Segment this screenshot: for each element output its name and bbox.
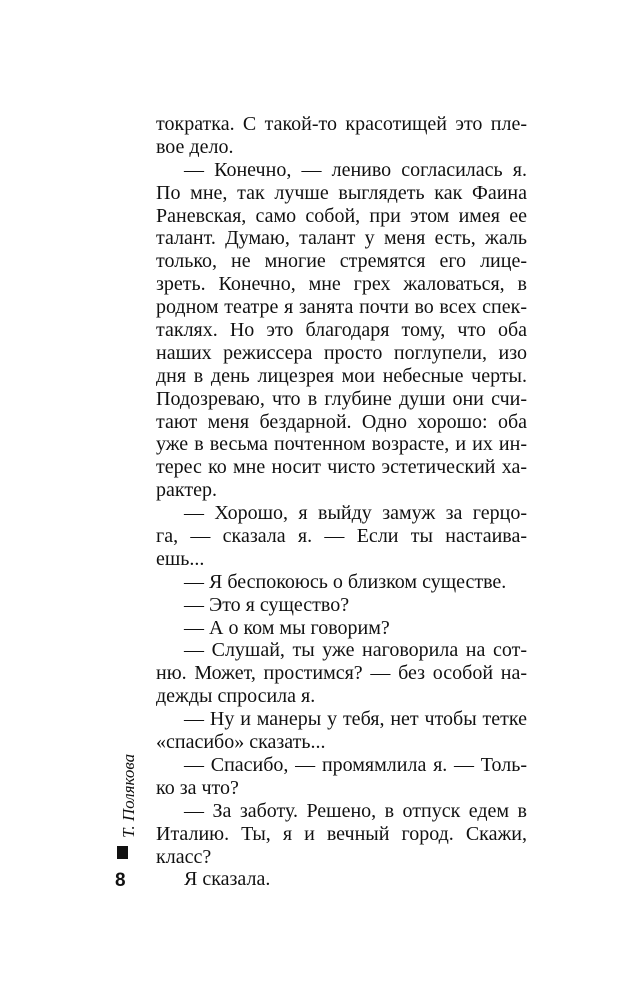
text-line: — Слушай, ты уже наговорила на сот- (184, 639, 527, 662)
text-line: класс? (156, 845, 212, 868)
text-line: «спасибо» сказать... (156, 731, 326, 754)
text-line: — Спасибо, — промямлила я. — Толь- (184, 753, 527, 776)
text-line: таклях. Но это благодаря тому, что оба (156, 319, 527, 342)
text-line: только, не многие стремятся его лице- (156, 250, 527, 273)
text-line: рактер. (156, 479, 217, 502)
text-line: талант. Думаю, талант у меня есть, жаль (156, 227, 527, 250)
text-line: — За заботу. Решено, в отпуск едем в (184, 799, 527, 822)
text-line: наших режиссера просто поглупели, изо (156, 341, 527, 364)
text-line: родном театре я занята почти во всех спек- (156, 296, 527, 319)
text-line: Раневская, само собой, при этом имея ее (156, 204, 527, 227)
text-line: — Я беспокоюсь о близком существе. (184, 570, 507, 593)
text-line: Италию. Ты, я и вечный город. Скажи, (156, 822, 527, 845)
text-line: Я сказала. (184, 868, 271, 891)
text-line: терес ко мне носит чисто эстетический ха- (156, 456, 527, 479)
text-line: дежды спросила я. (156, 685, 316, 708)
page-number: 8 (115, 870, 126, 891)
text-line: — А о ком мы говорим? (184, 616, 390, 639)
text-line: тократка. С такой-то красотищей это пле- (156, 113, 527, 135)
text-line: — Ну и манеры у тебя, нет чтобы тетке (184, 708, 527, 731)
text-line: Подозреваю, что в глубине души они счи- (156, 387, 527, 410)
page-marker-square (117, 846, 128, 859)
body-text (156, 113, 527, 891)
text-line: — Это я существо? (184, 593, 350, 616)
text-line: га, — сказала я. — Если ты настаива- (156, 525, 527, 548)
text-line: вое дело. (156, 135, 234, 158)
running-head-author: Т. Полякова (119, 753, 138, 838)
text-line: дня в день лицезрея мои небесные черты. (156, 364, 527, 387)
text-line: По мне, так лучше выглядеть как Фаина (156, 181, 527, 204)
text-line: — Конечно, — лениво согласилась я. (184, 158, 527, 181)
text-line: ко за что? (156, 776, 239, 799)
text-line: — Хорошо, я выйду замуж за герцо- (184, 502, 527, 525)
text-line: уже в весьма почтенном возрасте, и их ин- (156, 433, 527, 456)
text-line: ешь... (156, 547, 205, 570)
text-line: ню. Может, простимся? — без особой на- (156, 662, 527, 685)
text-line: тают меня бездарной. Одно хорошо: оба (156, 410, 527, 433)
text-line: зреть. Конечно, мне грех жаловаться, в (156, 273, 527, 296)
